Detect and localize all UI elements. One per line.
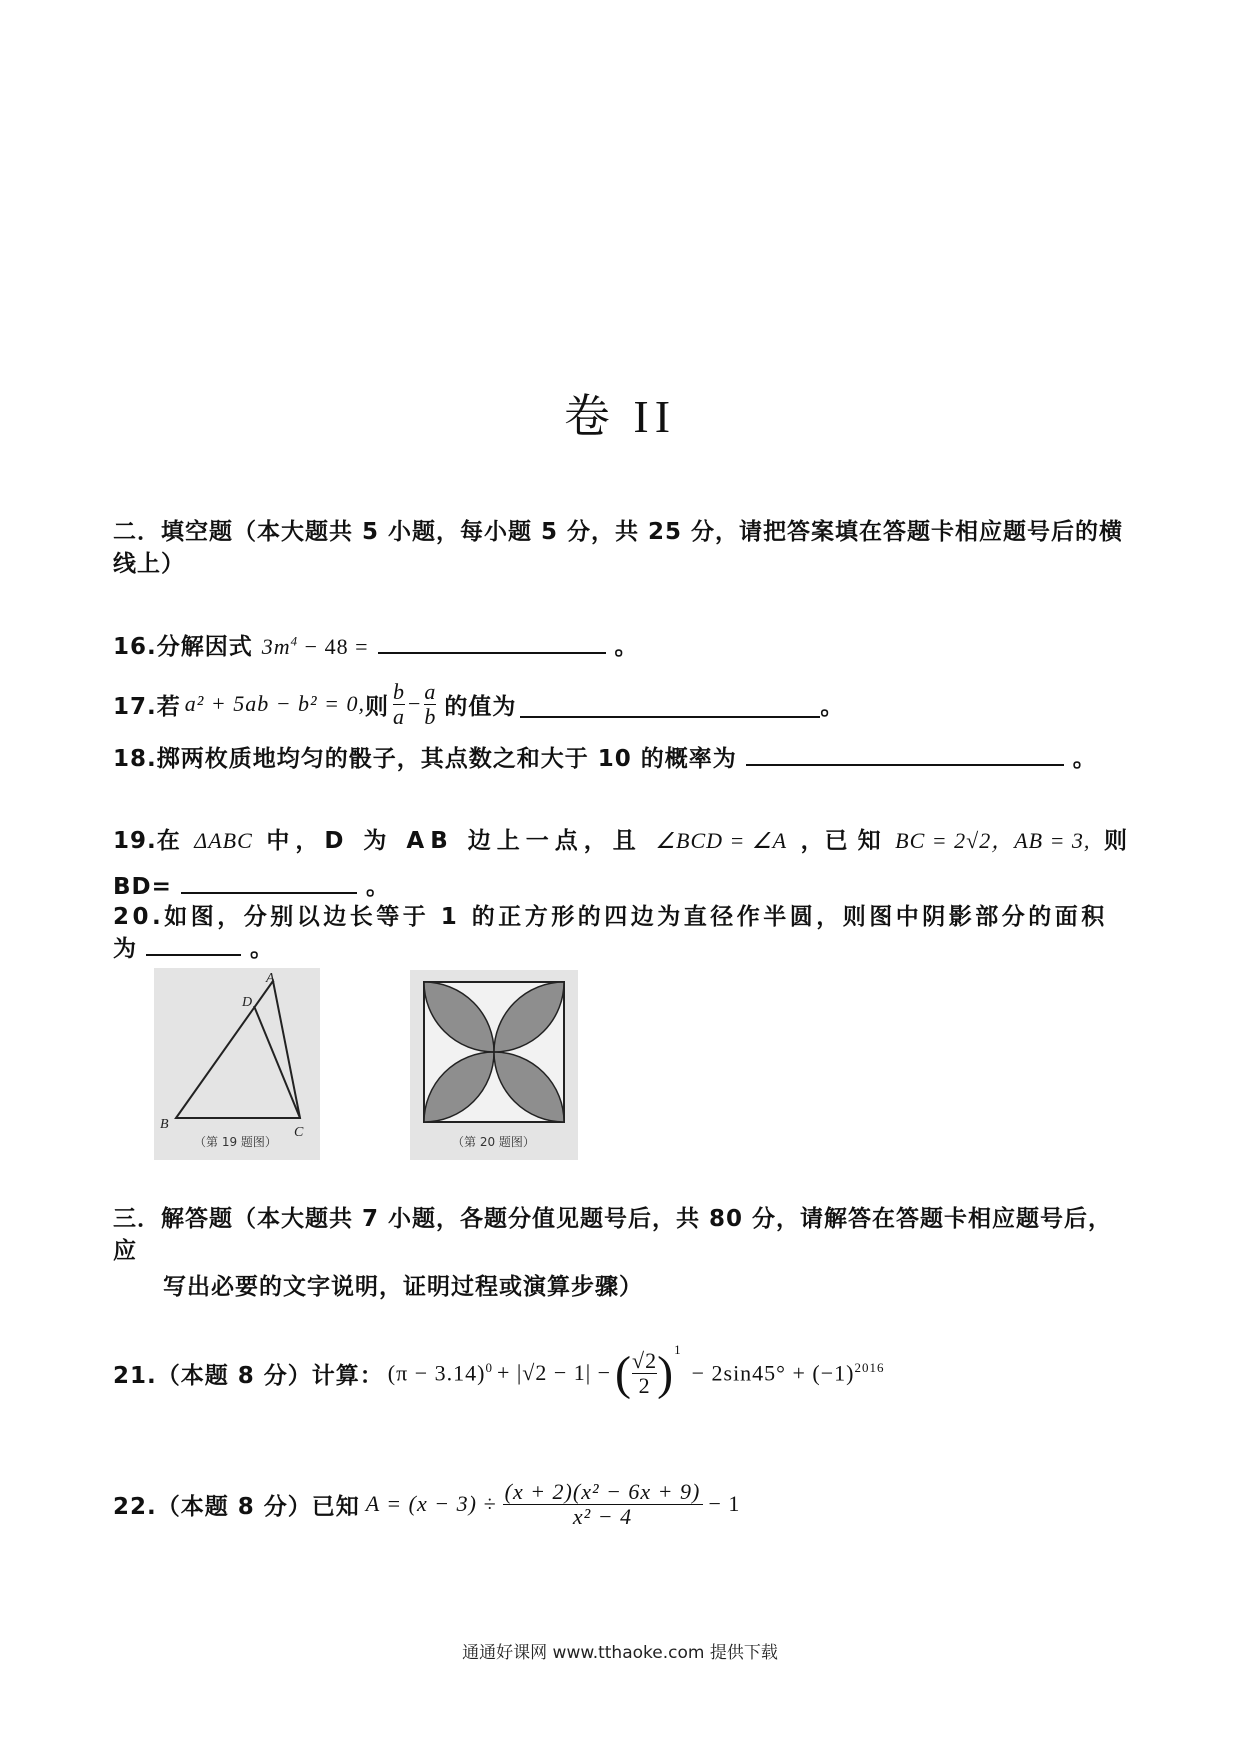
figure-20 xyxy=(410,970,578,1160)
figure-19 xyxy=(154,968,320,1160)
q17-minus: − xyxy=(407,691,422,716)
q16-end: 。 xyxy=(614,634,639,660)
figure-19-label-b: B xyxy=(160,1117,169,1132)
q22-fraction: $\frac{\text{(x + 2)(x² − 6x + 9)}}{\text{x² − 4}}$ xyxy=(503,1480,703,1529)
question-19-line2 xyxy=(113,868,390,901)
q19-middle: 中，D 为 AB 边上一点，且 xyxy=(266,828,642,854)
q21-term1: $(\pi - 3.14)^0$ xyxy=(387,1359,493,1386)
page-footer: 通通好课网 www.tthaoke.com 提供下载 xyxy=(462,1643,778,1663)
figure-19-label-d: D xyxy=(242,995,253,1010)
q21-open-paren: ( xyxy=(615,1346,633,1400)
q22-lhs: A = (x − 3) ÷ xyxy=(365,1491,497,1516)
page-title: 卷 II xyxy=(563,391,677,442)
section2-heading-line2: 线上） xyxy=(113,551,185,577)
figure-19-triangle-diagram xyxy=(154,968,320,1160)
question-21 xyxy=(113,1338,884,1408)
section3-heading-line3: 写出必要的文字说明，证明过程或演算步骤） xyxy=(163,1274,643,1300)
figure-20-caption: （第 20 题图） xyxy=(452,1135,535,1149)
question-19-line1 xyxy=(113,822,1128,855)
figure-19-label-a: A xyxy=(266,971,275,986)
question-20-line1: 20.如图，分别以边长等于 1 的正方形的四边为直径作半圆，则图中阴影部分的面积 xyxy=(113,904,1108,930)
q16-expression: $3m^4 - 48$ = xyxy=(261,633,369,659)
q21-paren-exponent: 1 xyxy=(674,1342,682,1357)
q20-label: 为 xyxy=(113,936,137,962)
q17-label: 17.若 xyxy=(113,693,181,720)
q21-close-paren: ) xyxy=(657,1346,675,1400)
q17-then: 则 xyxy=(364,693,389,720)
question-16 xyxy=(113,628,639,661)
q16-answer-blank[interactable] xyxy=(378,651,606,654)
q17-end: 。 xyxy=(820,693,845,720)
question-22 xyxy=(113,1470,740,1538)
q17-fraction-a-over-b: $\frac{a}{b}$ xyxy=(424,678,437,729)
q17-tail: 的值为 xyxy=(444,693,517,720)
q19-answer-blank[interactable] xyxy=(181,891,357,894)
q18-text: 18.掷两枚质地均匀的骰子，其点数之和大于 10 的概率为 xyxy=(113,746,737,772)
q16-label: 16.分解因式 xyxy=(113,634,253,660)
q19-angle-condition: ∠BCD = ∠A xyxy=(655,828,788,853)
q18-answer-blank[interactable] xyxy=(746,763,1064,766)
section3-heading-line1: 三．解答题（本大题共 7 小题，各题分值见题号后，共 80 分，请解答在答题卡相应题号后， xyxy=(113,1206,1113,1232)
figure-20-square-diagram xyxy=(410,970,578,1160)
q21-term2: + |√2 − 1| − xyxy=(496,1360,612,1385)
q19-then: 则 xyxy=(1103,828,1128,854)
q21-label: 21.（本题 8 分）计算： xyxy=(113,1362,384,1389)
figure-19-caption: （第 19 题图） xyxy=(194,1135,277,1149)
q17-answer-blank[interactable] xyxy=(520,715,820,718)
q22-label: 22.（本题 8 分）已知 xyxy=(113,1493,360,1520)
q19-end: 。 xyxy=(365,874,390,900)
section3-heading-line2: 应 xyxy=(113,1238,137,1264)
q21-term3: − $2\sin 45^\circ + (-1)^{2016}$ xyxy=(691,1359,885,1386)
q18-end: 。 xyxy=(1072,746,1097,772)
q19-intro: 19.在 xyxy=(113,828,181,854)
q22-tail: − 1 xyxy=(708,1491,741,1516)
q17-condition: a² + 5ab − b² = 0, xyxy=(184,691,365,716)
q19-given-word: ，已 知 xyxy=(800,828,882,854)
q21-fraction: $\frac{√2}{2}$ xyxy=(632,1347,658,1398)
q19-triangle: ΔABC xyxy=(194,828,253,853)
question-18 xyxy=(113,740,1097,773)
section2-heading-line1: 二．填空题（本大题共 5 小题，每小题 5 分，共 25 分，请把答案填在答题卡相应题号后的横 xyxy=(113,519,1124,545)
q19-bd-label: BD= xyxy=(113,874,172,900)
q19-given-values: BC = 2√2，AB = 3, xyxy=(895,828,1091,853)
question-17 xyxy=(113,676,844,732)
question-20-line2 xyxy=(113,930,274,963)
q20-end: 。 xyxy=(250,936,275,962)
figure-19-label-c: C xyxy=(294,1125,304,1140)
q17-fraction-b-over-a: $\frac{b}{a}$ xyxy=(392,678,405,729)
q20-answer-blank[interactable] xyxy=(146,953,241,956)
